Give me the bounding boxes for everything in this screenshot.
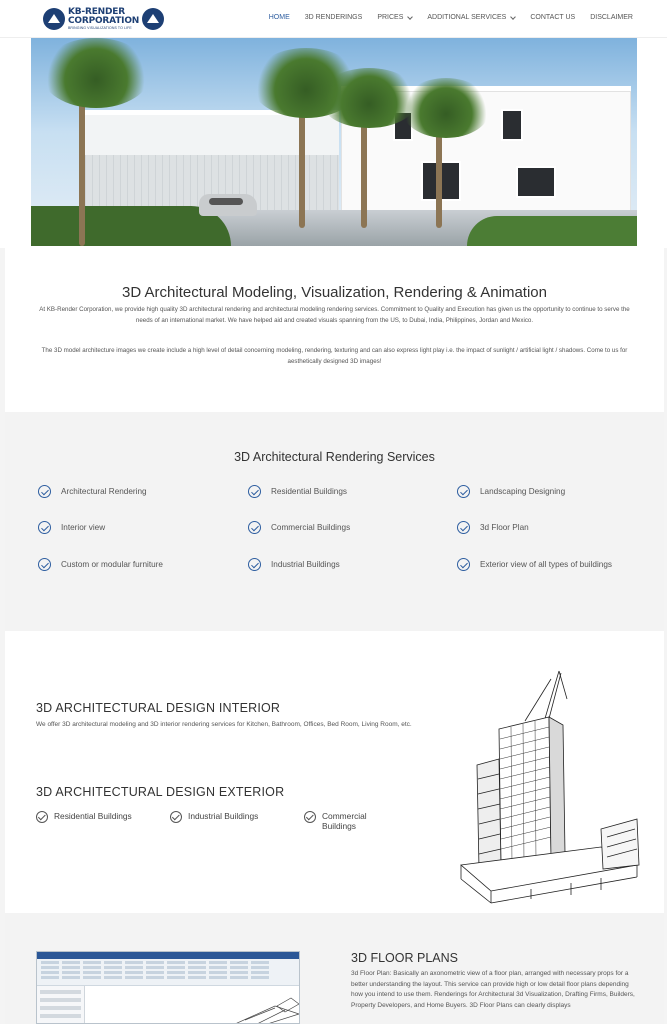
logo-tagline: BRINGING VISUALIZATIONS TO LIFE [68,25,132,30]
main-nav [269,14,633,21]
check-circle-icon [170,811,182,823]
service-item [38,560,163,571]
service-item [457,487,565,498]
interior-title: 3D ARCHITECTURAL DESIGN INTERIOR [36,701,281,715]
exterior-item-label: Industrial Buildings [188,811,259,821]
service-label: Exterior view of all types of buildings [480,560,612,569]
check-circle-icon [248,558,261,571]
cad-software-screenshot [36,951,300,1024]
floor-plan-drawing [85,986,300,1024]
logo-name: KB-RENDER [68,6,125,17]
service-item [248,487,347,498]
service-item [457,560,627,571]
service-item [38,523,105,534]
nav-3d-renderings-label: 3D RENDERINGS [304,14,363,21]
nav-prices[interactable] [377,14,412,21]
check-circle-icon [248,521,261,534]
interior-text: We offer 3D architectural modeling and 3D interior rendering services for Kitchen, Bathroom, Offices, Bed Room, Living Room, etc. [36,721,412,728]
service-label: Architectural Rendering [61,487,147,496]
site-logo[interactable] [43,7,168,31]
check-circle-icon [304,811,316,823]
check-circle-icon [457,485,470,498]
check-circle-icon [457,558,470,571]
service-label: Industrial Buildings [271,560,340,569]
nav-additional-services[interactable] [427,14,515,21]
service-item [38,487,147,498]
nav-contact-us[interactable] [530,14,575,21]
exterior-item [170,811,258,823]
nav-disclaimer[interactable] [590,14,633,21]
design-section [5,631,664,913]
service-item [457,523,529,534]
service-label: Landscaping Designing [480,487,566,496]
nav-home[interactable] [269,14,290,21]
service-label: Interior view [61,523,106,532]
check-circle-icon [36,811,48,823]
exterior-item-label: Residential Buildings [54,811,132,821]
nav-home-label: HOME [268,14,290,21]
service-label: Commercial Buildings [271,523,351,532]
nav-contact-us-label: CONTACT US [530,14,576,21]
floor-plans-text: 3d Floor Plan: Basically an axonometric view of a floor plan, arranged with necessary props for a better understanding the layout. This service can provide high or low detail floor plans depending how you intend to use them. Renderings for Architectural 3d Visualization, Drafting Firms, Builders, Property Developers, and Home Buyers. 3D Floor Plans can clearly displays [351,970,635,1009]
exterior-item-label: Commercial Buildings [322,811,367,831]
intro-paragraph-1: At KB-Render Corporation, we provide high quality 3D architectural rendering and architectural modeling rendering services. Commitment to Quality and Execution has given us the opportunity to continue to serve the needs of an international market. We have helped aid and created visuals spanning from the US, to Dubai, India, Philippines, Jordan and Mexico. [39,306,630,324]
service-label: 3d Floor Plan [480,523,529,532]
service-label: Custom or modular furniture [61,560,163,569]
chevron-down-icon [511,14,517,20]
chevron-down-icon [408,14,414,20]
hero-section [0,38,667,248]
logo-name-line2: CORPORATION [68,15,140,26]
floor-plans-title: 3D FLOOR PLANS [351,951,458,965]
nav-3d-renderings[interactable] [305,14,363,21]
site-header [0,0,667,38]
check-circle-icon [248,485,261,498]
exterior-item [36,811,132,823]
check-circle-icon [38,521,51,534]
building-sketch-image [451,669,641,904]
hero-car [199,194,257,216]
service-item [248,523,350,534]
hero-image [31,38,637,246]
service-label: Residential Buildings [271,487,348,496]
intro-title: 3D Architectural Modeling, Visualization, Rendering & Animation [122,284,547,301]
exterior-title: 3D ARCHITECTURAL DESIGN EXTERIOR [36,785,285,799]
intro-section [5,248,664,412]
logo-house-icon [43,8,65,30]
nav-additional-services-label: ADDITIONAL SERVICES [427,14,507,21]
intro-paragraph-2: The 3D model architecture images we create include a high level of detail concerning modeling, rendering, texturing and can also express light play i.e. the impact of sunlight / artificial light / shadows. Come to us for aesthetically designed 3D images! [41,347,628,365]
services-title: 3D Architectural Rendering Services [234,450,435,464]
nav-disclaimer-label: DISCLAIMER [590,14,633,21]
check-circle-icon [38,558,51,571]
logo-house-icon-right [142,8,164,30]
logo-text [68,8,139,31]
service-item [248,560,340,571]
check-circle-icon [38,485,51,498]
floor-plans-section [5,913,664,1024]
services-section [5,412,664,631]
exterior-item [304,811,394,831]
check-circle-icon [457,521,470,534]
nav-prices-label: PRICES [377,14,404,21]
